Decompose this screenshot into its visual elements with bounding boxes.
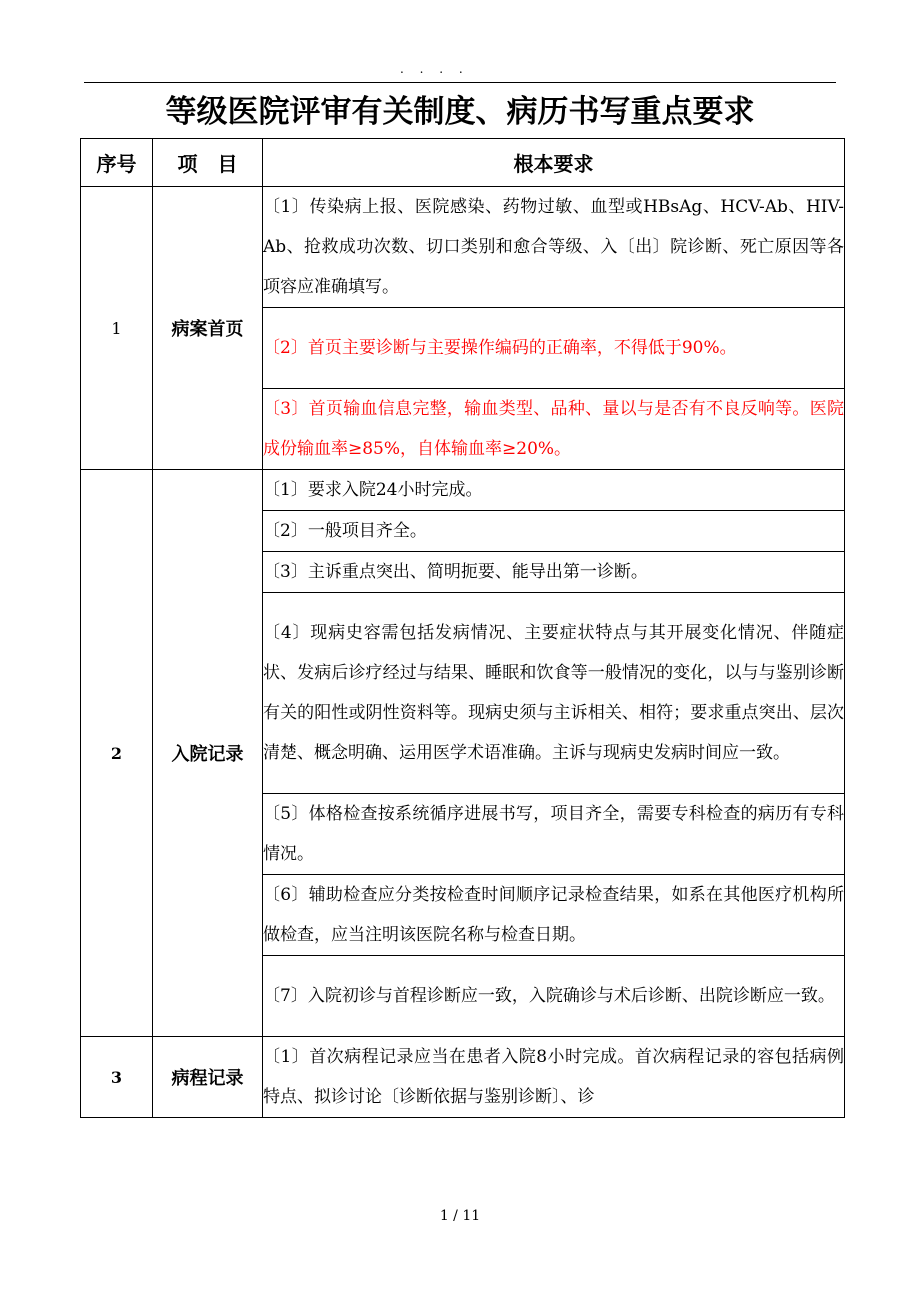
requirement-cell: 〔4〕现病史容需包括发病情况、主要症状特点与其开展变化情况、伴随症状、发病后诊疗经过与结果、睡眠和饮食等一般情况的变化，以与与鉴别诊断有关的阳性或阴性资料等。现病史须与主诉相关、相符；要求重点突出、层次清楚、概念明确、运用医学术语准确。主诉与现病史发病时间应一致。 [263,593,845,794]
requirements-table [80,138,845,1118]
section-item: 病案首页 [153,187,263,470]
header-rule [84,82,836,83]
section-item: 病程记录 [153,1037,263,1118]
header-dots: . . . . [400,62,469,76]
table-row [81,1037,845,1118]
section-number: 3 [81,1037,153,1118]
section-item: 入院记录 [153,470,263,1037]
page-number: 1 / 11 [439,1208,481,1224]
requirement-cell: 〔3〕首页输血信息完整，输血类型、品种、量以与是否有不良反响等。医院成份输血率≥85%，自体输血率≥20%。 [263,389,845,470]
table-row [81,187,845,308]
requirement-cell: 〔2〕首页主要诊断与主要操作编码的正确率，不得低于90%。 [263,308,845,389]
requirement-cell: 〔7〕入院初诊与首程诊断应一致，入院确诊与术后诊断、出院诊断应一致。 [263,956,845,1037]
requirement-cell: 〔1〕要求入院24小时完成。 [263,470,845,511]
page-title: 等级医院评审有关制度、病历书写重点要求 [165,94,755,130]
header-item: 项 目 [153,139,263,187]
header-requirements: 根本要求 [263,139,845,187]
requirement-cell: 〔6〕辅助检查应分类按检查时间顺序记录检查结果，如系在其他医疗机构所做检查，应当注明该医院名称与检查日期。 [263,875,845,956]
table-header-row [81,139,845,187]
table-row [81,470,845,511]
requirement-cell: 〔1〕传染病上报、医院感染、药物过敏、血型或HBsAg、HCV-Ab、HIV-Ab、抢救成功次数、切口类别和愈合等级、入〔出〕院诊断、死亡原因等各项容应准确填写。 [263,187,845,308]
section-number: 1 [81,187,153,470]
header-no: 序号 [81,139,153,187]
requirement-cell: 〔2〕一般项目齐全。 [263,511,845,552]
section-number: 2 [81,470,153,1037]
requirement-cell: 〔3〕主诉重点突出、简明扼要、能导出第一诊断。 [263,552,845,593]
requirement-cell: 〔1〕首次病程记录应当在患者入院8小时完成。首次病程记录的容包括病例特点、拟诊讨论〔诊断依据与鉴别诊断〕、诊 [263,1037,845,1118]
requirement-cell: 〔5〕体格检查按系统循序进展书写，项目齐全，需要专科检查的病历有专科情况。 [263,794,845,875]
